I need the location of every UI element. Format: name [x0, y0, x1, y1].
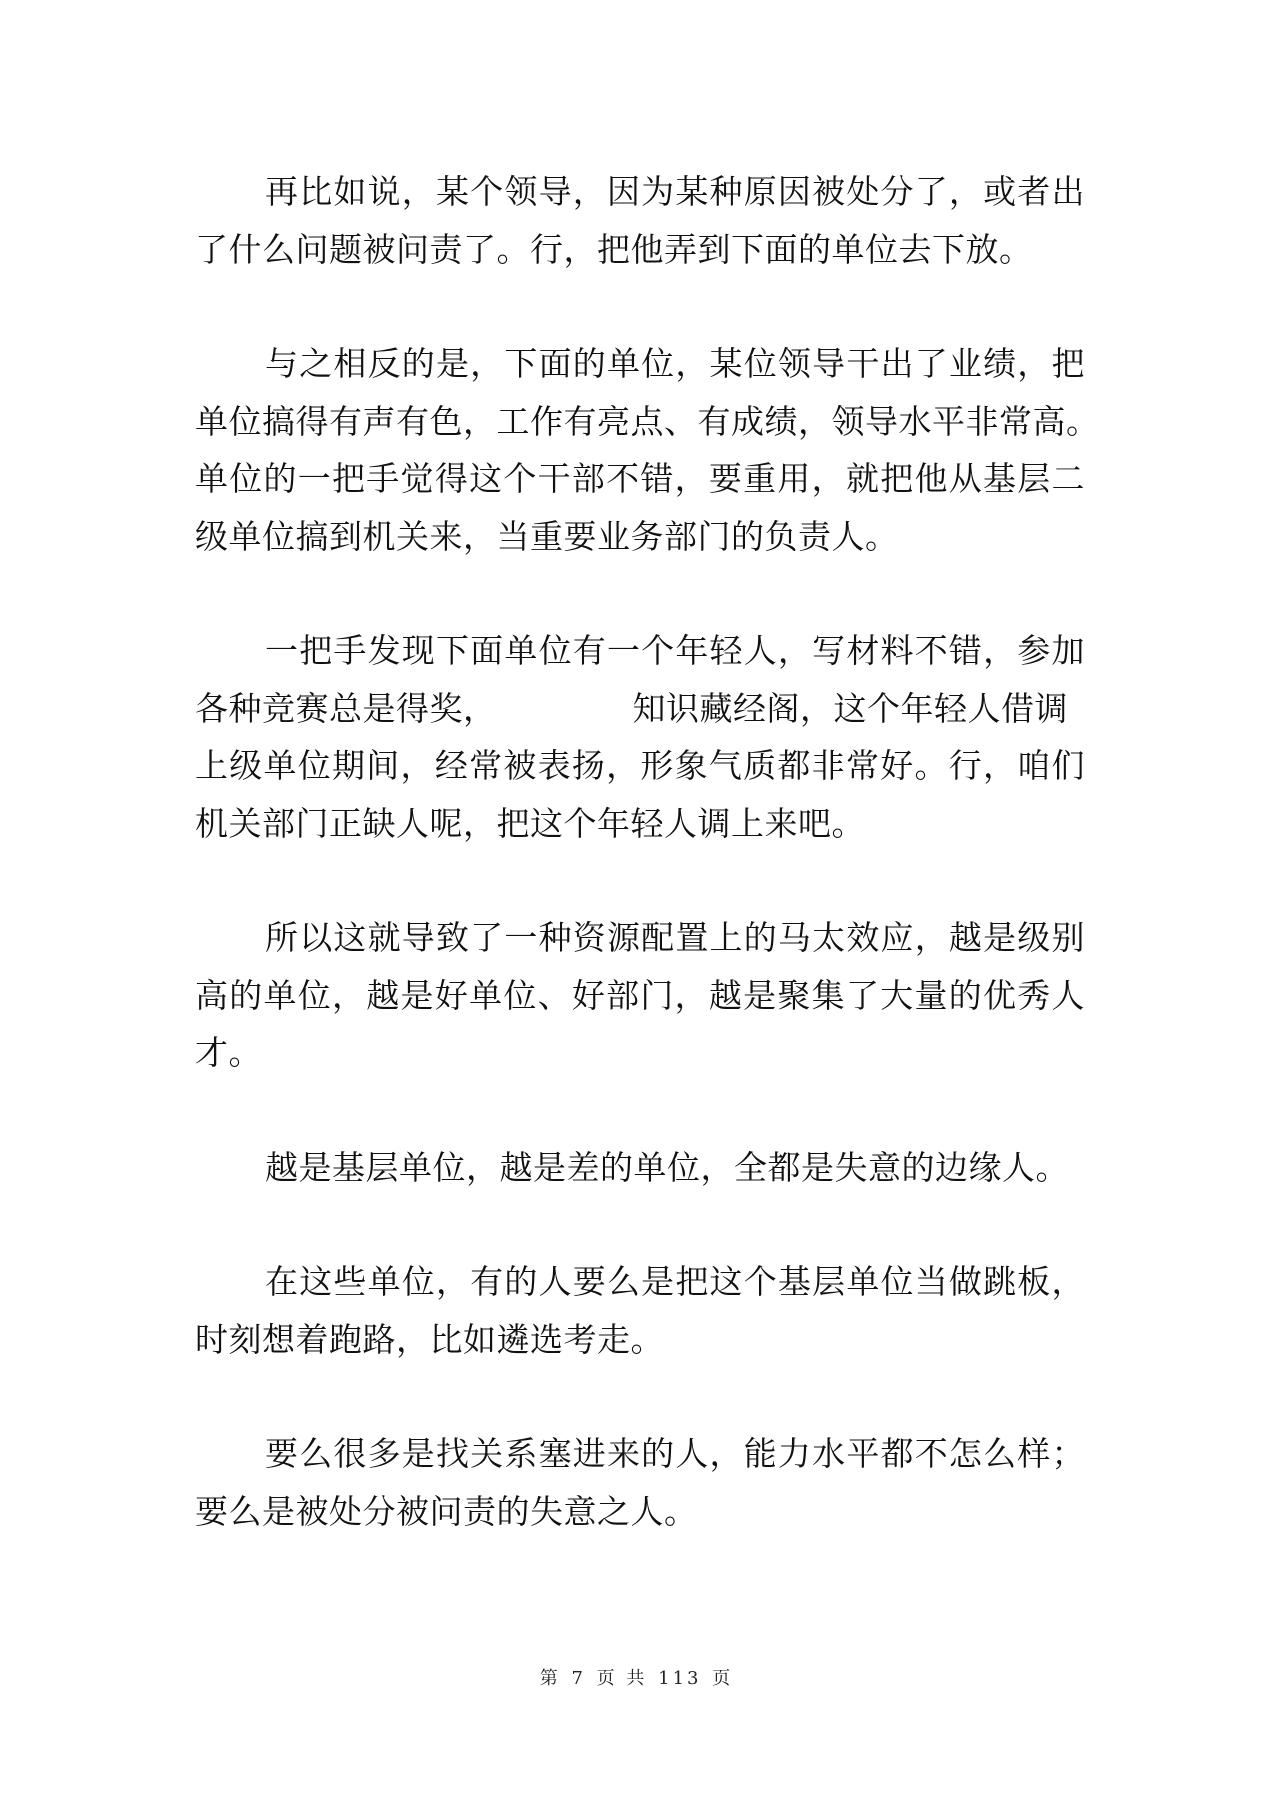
paragraph-3 — [195, 622, 1085, 852]
paragraph-6 — [195, 1253, 1085, 1368]
paragraph-line-with-gap — [195, 680, 1085, 738]
paragraph-line: 机关部门正缺人呢，把这个年轻人调上来吧。 — [195, 803, 865, 843]
line-segment-before-gap: 各种竞赛总是得奖， — [195, 688, 497, 728]
document-body — [195, 163, 1100, 1597]
footer-suffix: 页 — [712, 1668, 734, 1689]
current-page-number: 7 — [571, 1668, 586, 1689]
paragraph-line: 要么是被处分被问责的失意之人。 — [195, 1491, 698, 1531]
paragraph-line: 再比如说，某个领导，因为某种原因被处分了，或者出 — [265, 172, 1085, 211]
paragraph-line: 要么很多是找关系塞进来的人，能力水平都不怎么样； — [265, 1434, 1085, 1473]
footer-prefix: 第 — [539, 1668, 561, 1689]
paragraph-line: 与之相反的是，下面的单位，某位领导干出了业绩，把 — [265, 344, 1085, 383]
footer-middle: 页 共 — [596, 1668, 648, 1689]
paragraph-line: 越是基层单位，越是差的单位，全都是失意的边缘人。 — [265, 1147, 1069, 1187]
paragraph-5 — [195, 1139, 1085, 1197]
paragraph-2 — [195, 335, 1100, 565]
paragraph-line: 上级单位期间，经常被表扬，形象气质都非常好。行，咱们 — [195, 746, 1085, 785]
paragraph-1 — [195, 163, 1085, 278]
total-page-count: 113 — [658, 1668, 702, 1689]
paragraph-line: 高的单位，越是好单位、好部门，越是聚集了大量的优秀人 — [195, 975, 1085, 1015]
paragraph-line: 单位的一把手觉得这个干部不错，要重用，就把他从基层二 — [195, 459, 1085, 498]
paragraph-4 — [195, 909, 1085, 1082]
paragraph-line: 了什么问题被问责了。行，把他弄到下面的单位去下放。 — [195, 229, 1033, 269]
page-footer — [0, 1664, 1273, 1690]
paragraph-line: 才。 — [195, 1033, 262, 1072]
paragraph-line: 单位搞得有声有色，工作有亮点、有成绩，领导水平非常高。 — [195, 401, 1100, 441]
paragraph-line: 一把手发现下面单位有一个年轻人，写材料不错，参加 — [265, 631, 1085, 670]
paragraph-7 — [195, 1425, 1085, 1540]
line-segment-after-gap: 知识藏经阁，这个年轻人借调 — [632, 688, 1068, 728]
paragraph-line: 所以这就导致了一种资源配置上的马太效应，越是级别 — [265, 918, 1085, 957]
paragraph-line: 时刻想着跑路，比如遴选考走。 — [195, 1319, 664, 1359]
paragraph-line: 在这些单位，有的人要么是把这个基层单位当做跳板， — [265, 1262, 1085, 1301]
paragraph-line: 级单位搞到机关来，当重要业务部门的负责人。 — [195, 516, 899, 556]
